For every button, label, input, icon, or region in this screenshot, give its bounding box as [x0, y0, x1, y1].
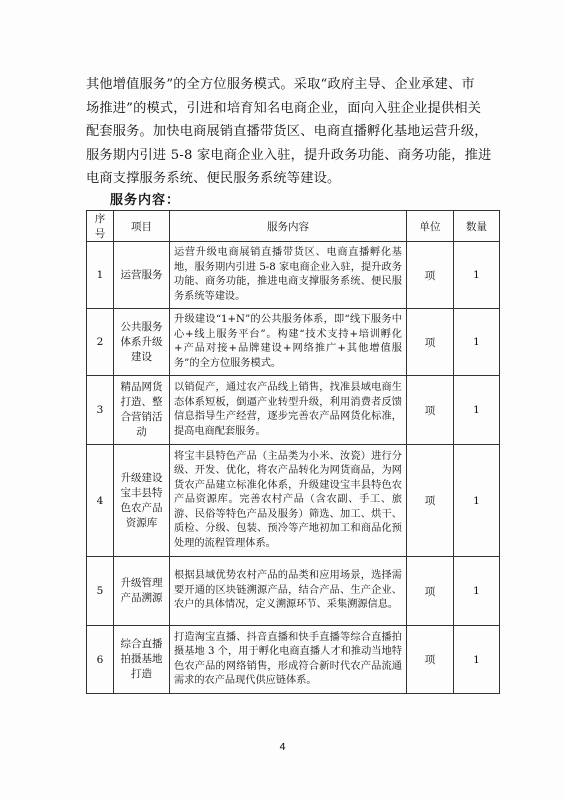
cell-qty: 1: [454, 557, 500, 626]
cell-item: 精品网货打造、整合营销活动: [114, 376, 170, 445]
header-no: 序号: [87, 211, 114, 242]
cell-unit: 项: [407, 376, 454, 445]
cell-content: 打造淘宝直播、抖音直播和快手直播等综合直播拍摄基地 3 个，用于孵化电商直播人才和推动当地特色农产品的网络销售，形成符合新时代农产品流通需求的农产品现代供应链体系。: [170, 626, 407, 694]
table-row: [87, 242, 500, 309]
header-unit: 单位: [407, 211, 454, 242]
paragraph-line: 服务期内引进 5-8 家电商企业入驻，提升政务功能、商务功能，推进: [86, 147, 492, 163]
cell-qty: 1: [454, 376, 500, 445]
cell-content: 以销促产，通过农产品线上销售，找准县域电商生态体系短板，倒逼产业转型升级，利用消费者反馈信息指导生产经营，逐步完善农产品网货化标准，提高电商配套服务。: [170, 376, 407, 445]
cell-content: 运营升级电商展销直播带货区、电商直播孵化基地，服务期内引进 5-8 家电商企业入驻，提升政务功能、商务功能，推进电商支撑服务系统、便民服务系统等建设。: [170, 242, 407, 309]
table-row: [87, 376, 500, 445]
table-row: [87, 445, 500, 557]
header-content: 服务内容: [170, 211, 407, 242]
paragraph-line: 其他增值服务”的全方位服务模式。采取“政府主导、企业承建、市: [86, 77, 475, 92]
cell-content: 根据县域优势农村产品的品类和应用场景，选择需要开通的区块链溯源产品，结合产品、生产企业、农户的具体情况，定义溯源环节、采集溯源信息。: [170, 557, 407, 626]
cell-unit: 项: [407, 626, 454, 694]
cell-unit: 项: [407, 242, 454, 309]
section-title: 服务内容：: [110, 193, 181, 208]
cell-item: 升级管理产品溯源: [114, 557, 170, 626]
table-row: [87, 626, 500, 694]
cell-item: 运营服务: [114, 242, 170, 309]
page-number: 4: [279, 742, 286, 753]
cell-content: 将宝丰县特色产品（主品类为小米、汝瓷）进行分级、开发、优化，将农产品转化为网货商品，为网货农产品建立标准化体系，升级建设宝丰县特色农产品资源库。完善农村产品（含农副、手工、旅游、民俗等特色产品及服务）筛选、加工、烘干、质检、分级、包装、预冷等产地初加工和商品化预处理的流程管理体系。: [170, 445, 407, 557]
service-table: [86, 210, 500, 694]
cell-no: 2: [87, 309, 114, 376]
table-row: [87, 309, 500, 376]
paragraph-line: 电商支撑服务系统、便民服务系统等建设。: [86, 171, 341, 186]
cell-qty: 1: [454, 242, 500, 309]
cell-qty: 1: [454, 445, 500, 557]
cell-unit: 项: [407, 557, 454, 626]
cell-unit: 项: [407, 309, 454, 376]
table-header-row: [87, 211, 500, 242]
cell-no: 6: [87, 626, 114, 694]
table-row: [87, 557, 500, 626]
cell-no: 3: [87, 376, 114, 445]
cell-no: 5: [87, 557, 114, 626]
cell-item: 升级建设宝丰县特色农产品资源库: [114, 445, 170, 557]
body-paragraph: [86, 73, 498, 191]
cell-unit: 项: [407, 445, 454, 557]
paragraph-line: 配套服务。加快电商展销直播带货区、电商直播孵化基地运营升级，: [86, 124, 488, 139]
cell-content: 升级建设“1+N”的公共服务体系，即“线下服务中心+线上服务平台”。构建“技术支持+培训孵化+产品对接+品牌建设+网络推广+其他增值服务”的全方位服务模式。: [170, 309, 407, 376]
paragraph-line: 场推进”的模式，引进和培育知名电商企业，面向入驻企业提供相关: [86, 100, 482, 116]
cell-qty: 1: [454, 626, 500, 694]
cell-no: 4: [87, 445, 114, 557]
cell-item: 综合直播拍摄基地打造: [114, 626, 170, 694]
cell-qty: 1: [454, 309, 500, 376]
header-item: 项目: [114, 211, 170, 242]
cell-no: 1: [87, 242, 114, 309]
header-qty: 数量: [454, 211, 500, 242]
cell-item: 公共服务体系升级建设: [114, 309, 170, 376]
